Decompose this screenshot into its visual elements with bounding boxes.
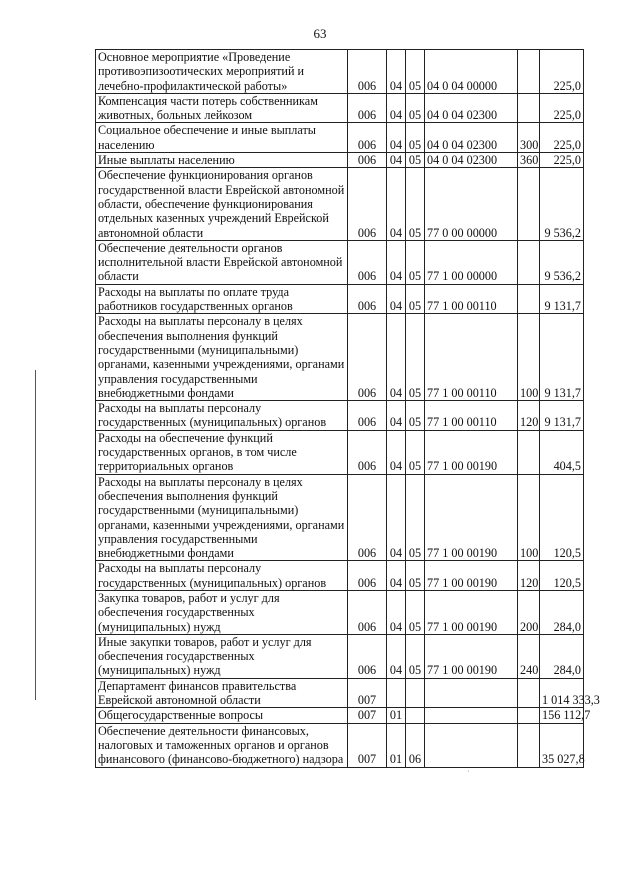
target-article-code: 77 1 00 00110 [425, 284, 518, 314]
scan-dot: · [467, 767, 470, 776]
subsection-code: 05 [406, 123, 425, 153]
subsection-code: 05 [406, 561, 425, 591]
admin-code: 006 [348, 168, 387, 240]
expense-type-code [518, 284, 540, 314]
expense-type-code [518, 708, 540, 723]
table-row [96, 168, 584, 240]
expense-type-code: 120 [518, 561, 540, 591]
admin-code: 006 [348, 50, 387, 94]
subsection-code: 05 [406, 590, 425, 634]
table-row [96, 153, 584, 168]
target-article-code: 04 0 04 02300 [425, 93, 518, 123]
row-name: Обеспечение деятельности финансовых, налоговых и таможенных органов и органов финансового (финансово-бюджетного) надзора [96, 723, 348, 767]
table-row [96, 93, 584, 123]
amount: 9 536,2 [540, 240, 584, 284]
target-article-code: 77 0 00 00000 [425, 168, 518, 240]
admin-code: 006 [348, 153, 387, 168]
table-row [96, 50, 584, 94]
expense-type-code: 240 [518, 634, 540, 678]
expense-type-code [518, 168, 540, 240]
row-name: Иные выплаты населению [96, 153, 348, 168]
section-code: 04 [387, 240, 406, 284]
subsection-code: 05 [406, 50, 425, 94]
amount: 284,0 [540, 634, 584, 678]
subsection-code: 05 [406, 634, 425, 678]
expense-type-code: 360 [518, 153, 540, 168]
row-name: Расходы на выплаты персоналу в целях обеспечения выполнения функций государственными (муниципальными) органами, казенными учреждениями, органами управления государственными внебюджетными фондами [96, 474, 348, 561]
expense-type-code: 120 [518, 401, 540, 431]
expense-type-code: 300 [518, 123, 540, 153]
subsection-code: 05 [406, 430, 425, 474]
amount: 225,0 [540, 153, 584, 168]
page-number: 63 [313, 26, 327, 41]
row-name: Расходы на выплаты по оплате труда работников государственных органов [96, 284, 348, 314]
target-article-code: 04 0 04 02300 [425, 153, 518, 168]
section-code: 04 [387, 50, 406, 94]
target-article-code [425, 723, 518, 767]
admin-code: 006 [348, 430, 387, 474]
section-code: 01 [387, 723, 406, 767]
section-code: 04 [387, 474, 406, 561]
amount: 35 027,8 [540, 723, 584, 767]
table-row [96, 240, 584, 284]
target-article-code: 04 0 04 02300 [425, 123, 518, 153]
table-row [96, 708, 584, 723]
expense-type-code [518, 93, 540, 123]
table-row [96, 590, 584, 634]
row-name: Расходы на выплаты персоналу в целях обеспечения выполнения функций государственными (муниципальными) органами, казенными учреждениями, органами управления государственными внебюджетными фондами [96, 314, 348, 401]
row-name: Иные закупки товаров, работ и услуг для обеспечения государственных (муниципальных) нужд [96, 634, 348, 678]
admin-code: 006 [348, 590, 387, 634]
target-article-code: 77 1 00 00110 [425, 314, 518, 401]
table-row [96, 723, 584, 767]
admin-code: 006 [348, 634, 387, 678]
target-article-code: 77 1 00 00000 [425, 240, 518, 284]
target-article-code: 77 1 00 00190 [425, 474, 518, 561]
target-article-code [425, 708, 518, 723]
section-code: 04 [387, 590, 406, 634]
table-row [96, 401, 584, 431]
target-article-code: 77 1 00 00190 [425, 634, 518, 678]
amount: 225,0 [540, 50, 584, 94]
subsection-code: 05 [406, 284, 425, 314]
expense-type-code [518, 240, 540, 284]
subsection-code: 05 [406, 153, 425, 168]
admin-code: 006 [348, 123, 387, 153]
target-article-code: 04 0 04 00000 [425, 50, 518, 94]
amount: 9 131,7 [540, 284, 584, 314]
target-article-code: 77 1 00 00110 [425, 401, 518, 431]
target-article-code: 77 1 00 00190 [425, 561, 518, 591]
table-row [96, 561, 584, 591]
section-code [387, 678, 406, 708]
expense-type-code: 100 [518, 314, 540, 401]
admin-code: 006 [348, 240, 387, 284]
amount: 1 014 333,3 [540, 678, 584, 708]
section-code: 04 [387, 401, 406, 431]
subsection-code: 05 [406, 474, 425, 561]
row-name: Обеспечение функционирования органов государственной власти Еврейской автономной области, обеспечение функционирования отдельных казенных учреждений Еврейской автономной области [96, 168, 348, 240]
expense-type-code [518, 50, 540, 94]
section-code: 04 [387, 561, 406, 591]
amount: 120,5 [540, 561, 584, 591]
amount: 404,5 [540, 430, 584, 474]
admin-code: 006 [348, 93, 387, 123]
budget-table [95, 49, 600, 768]
section-code: 04 [387, 284, 406, 314]
amount: 9 131,7 [540, 314, 584, 401]
table-row [96, 474, 584, 561]
expense-type-code: 200 [518, 590, 540, 634]
row-name: Расходы на выплаты персоналу государственных (муниципальных) органов [96, 561, 348, 591]
subsection-code: 05 [406, 314, 425, 401]
target-article-code: 77 1 00 00190 [425, 430, 518, 474]
amount: 9 536,2 [540, 168, 584, 240]
subsection-code: 05 [406, 240, 425, 284]
admin-code: 007 [348, 708, 387, 723]
row-name: Основное мероприятие «Проведение противоэпизоотических мероприятий и лечебно-профилактической работы» [96, 50, 348, 94]
admin-code: 007 [348, 678, 387, 708]
budget-table-body [96, 50, 600, 768]
expense-type-code: 100 [518, 474, 540, 561]
expense-type-code [518, 678, 540, 708]
table-row [96, 314, 584, 401]
section-code: 01 [387, 708, 406, 723]
admin-code: 007 [348, 723, 387, 767]
table-row [96, 123, 584, 153]
admin-code: 006 [348, 284, 387, 314]
table-row [96, 430, 584, 474]
expense-type-code [518, 723, 540, 767]
subsection-code [406, 708, 425, 723]
section-code: 04 [387, 430, 406, 474]
amount: 156 112,7 [540, 708, 584, 723]
section-code: 04 [387, 93, 406, 123]
section-code: 04 [387, 168, 406, 240]
row-name: Расходы на обеспечение функций государственных органов, в том числе территориальных органов [96, 430, 348, 474]
amount: 284,0 [540, 590, 584, 634]
row-name: Общегосударственные вопросы [96, 708, 348, 723]
admin-code: 006 [348, 561, 387, 591]
section-code: 04 [387, 634, 406, 678]
expense-type-code [518, 430, 540, 474]
row-name: Компенсация части потерь собственникам животных, больных лейкозом [96, 93, 348, 123]
admin-code: 006 [348, 401, 387, 431]
margin-line [35, 370, 36, 700]
row-name: Закупка товаров, работ и услуг для обеспечения государственных (муниципальных) нужд [96, 590, 348, 634]
admin-code: 006 [348, 314, 387, 401]
section-code: 04 [387, 314, 406, 401]
subsection-code: 06 [406, 723, 425, 767]
amount: 9 131,7 [540, 401, 584, 431]
subsection-code: 05 [406, 168, 425, 240]
section-code: 04 [387, 153, 406, 168]
row-name: Социальное обеспечение и иные выплаты населению [96, 123, 348, 153]
section-code: 04 [387, 123, 406, 153]
target-article-code [425, 678, 518, 708]
subsection-code: 05 [406, 401, 425, 431]
amount: 225,0 [540, 93, 584, 123]
amount: 225,0 [540, 123, 584, 153]
row-name: Департамент финансов правительства Еврейской автономной области [96, 678, 348, 708]
subsection-code [406, 678, 425, 708]
admin-code: 006 [348, 474, 387, 561]
row-name: Расходы на выплаты персоналу государственных (муниципальных) органов [96, 401, 348, 431]
table-row [96, 284, 584, 314]
table-row [96, 678, 584, 708]
target-article-code: 77 1 00 00190 [425, 590, 518, 634]
row-name: Обеспечение деятельности органов исполнительной власти Еврейской автономной области [96, 240, 348, 284]
amount: 120,5 [540, 474, 584, 561]
table-row [96, 634, 584, 678]
subsection-code: 05 [406, 93, 425, 123]
